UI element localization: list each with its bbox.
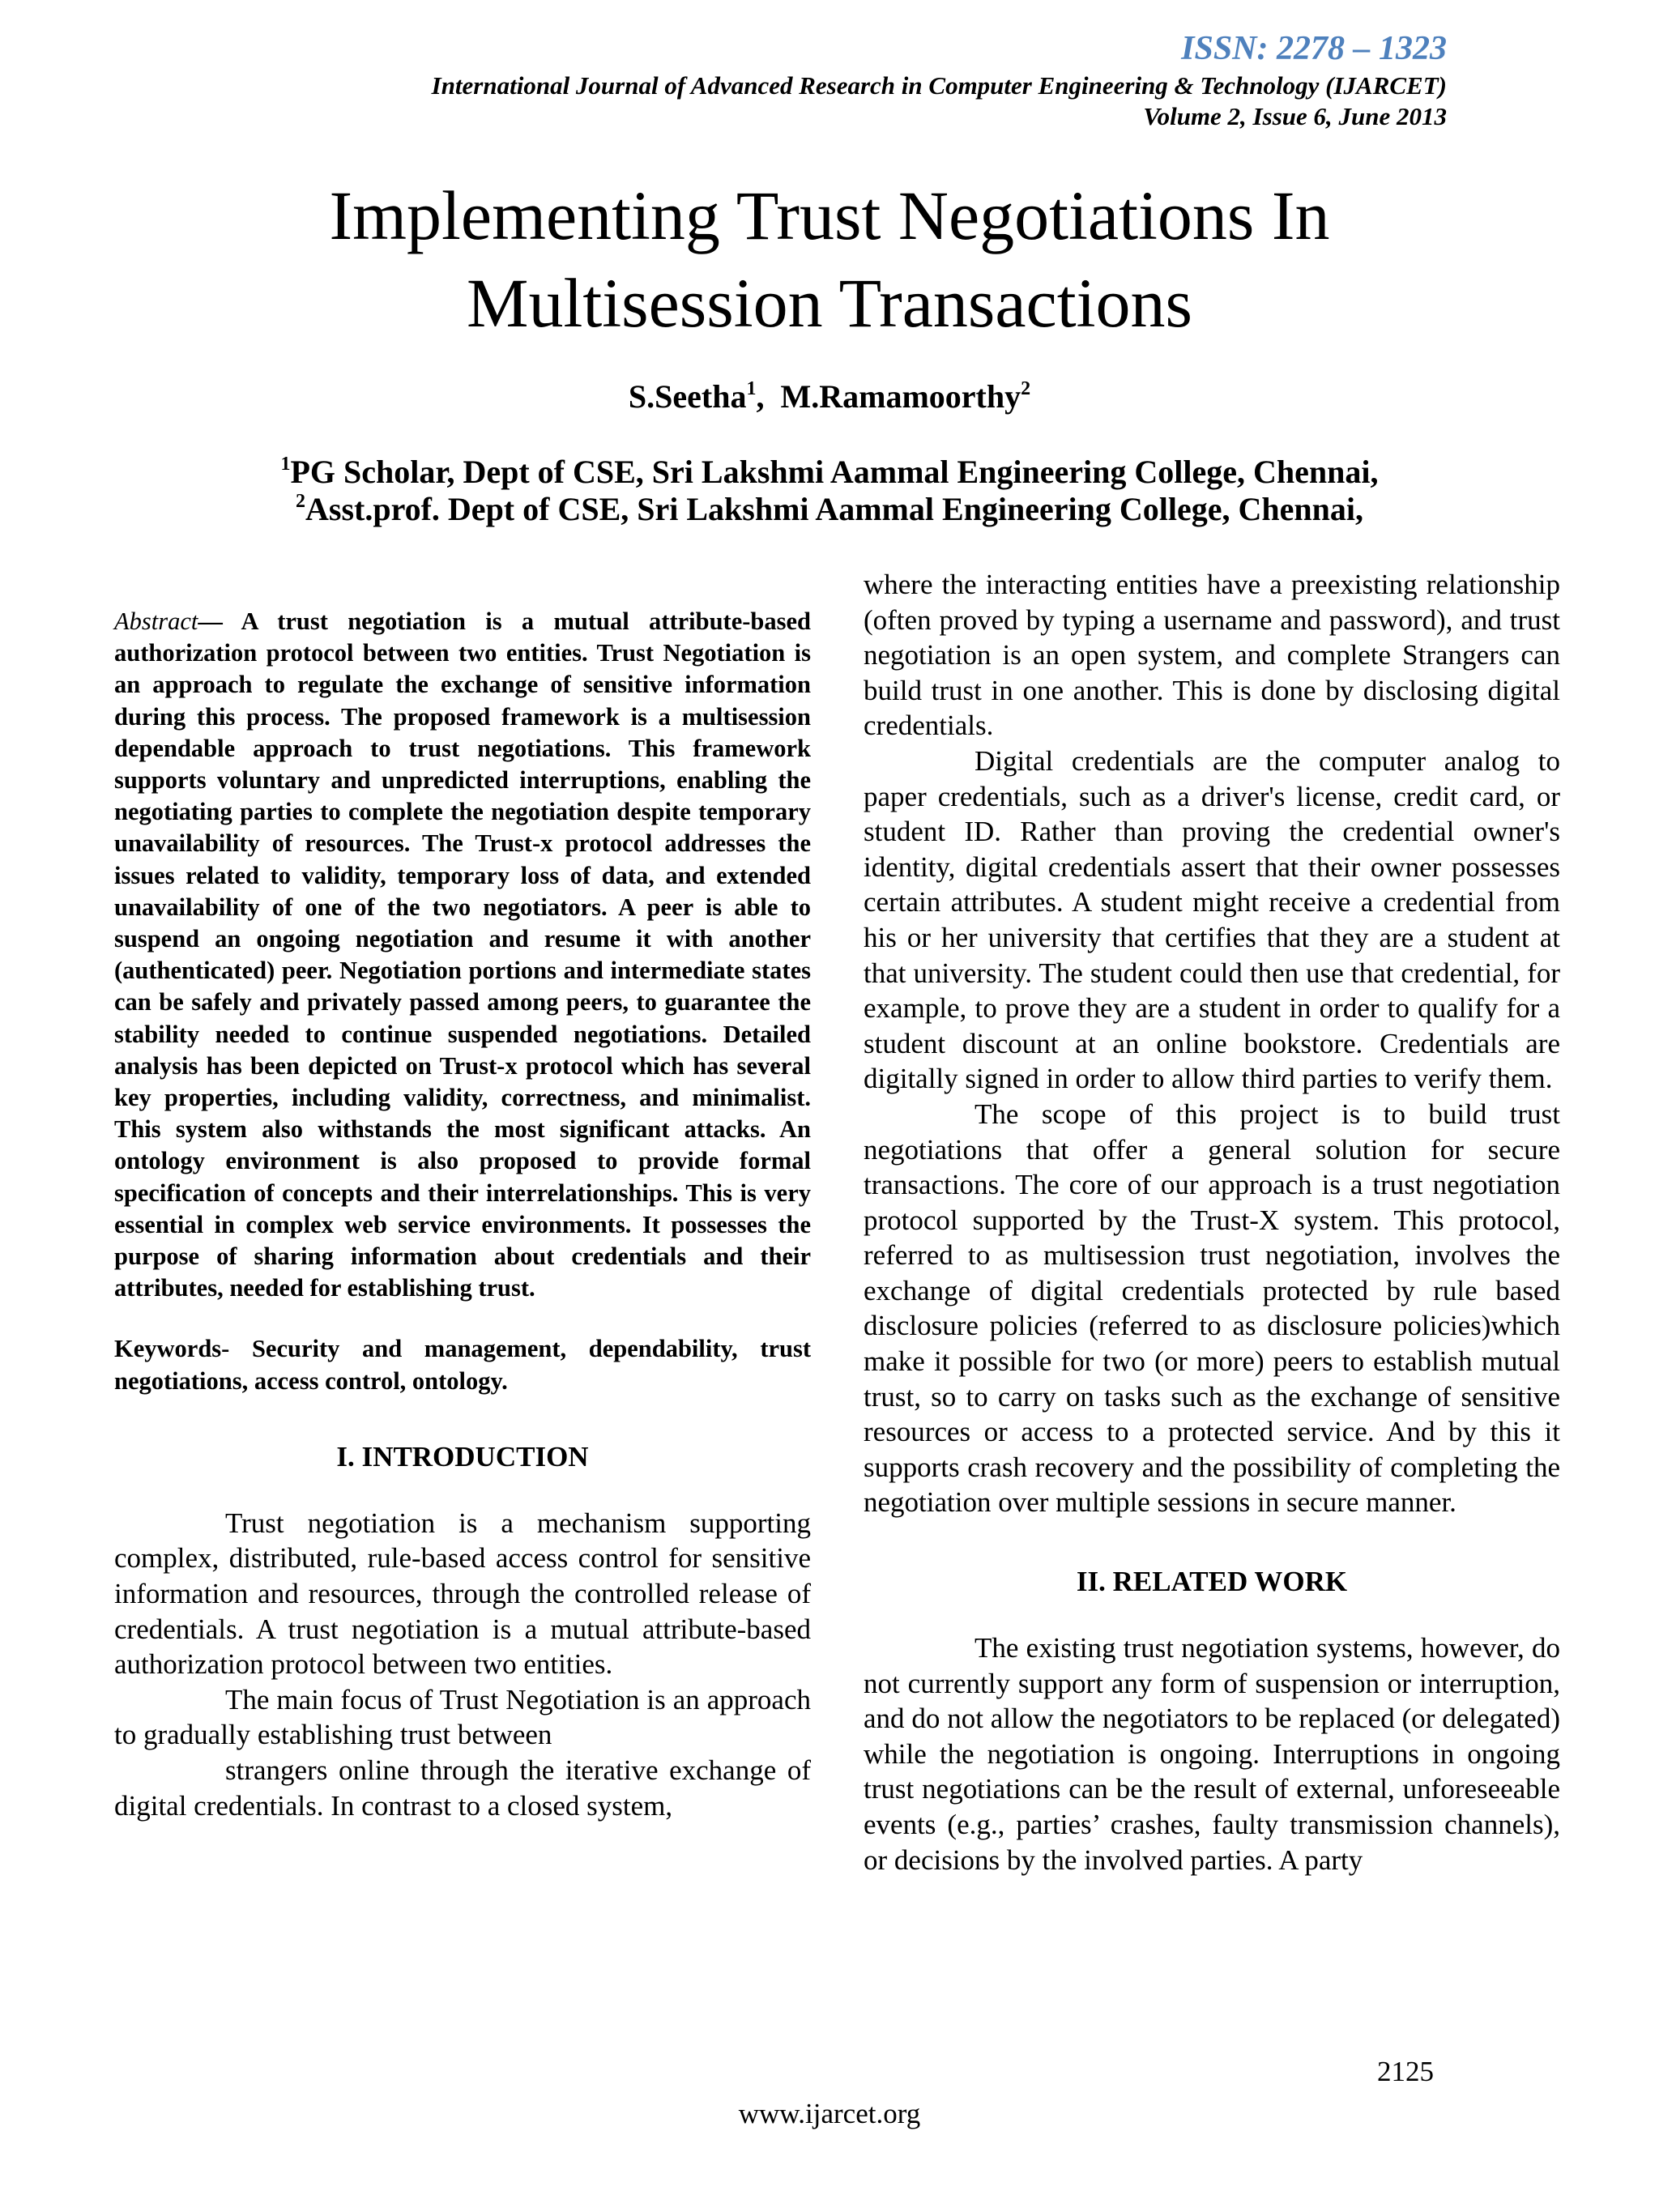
keywords: Keywords- Security and management, dependability, trust negotiations, access control, ontology. xyxy=(114,1335,811,1395)
affiliation-1-mark: 1 xyxy=(280,454,291,475)
author-2: M.Ramamoorthy xyxy=(780,378,1021,415)
abstract-text: A trust negotiation is a mutual attribute-based authorization protocol between two entities. Trust Negotiation is an approach to regulate the exchange of sensitive information during this process. The proposed framework is a multisession dependable approach to trust negotiations. This framework supports voluntary and unpredicted interruptions, enabling the negotiating parties to complete the negotiation despite temporary unavailability of resources. The Trust-x protocol addresses the issues related to validity, temporary loss of data, and extended unavailability of one of the two negotiators. A peer is able to suspend an ongoing negotiation and resume it with another (authenticated) peer. Negotiation portions and intermediate states can be safely and privately passed among peers, to guarantee the stability needed to continue suspended negotiations. Detailed analysis has been depicted on Trust-x protocol which has several key properties, including validity, correctness, and minimalist. This system also withstands the most significant attacks. An ontology environment is also proposed to provide formal specification of concepts and their interrelationships. This is very essential in complex web service environments. It possesses the purpose of sharing information about credentials and their attributes, needed for establishing trust. xyxy=(114,607,811,1302)
right-paragraph-2: Digital credentials are the computer analog to paper credentials, such as a driver's license, credit card, or student ID. Rather than proving the credential owner's identity, digital credentials assert that their owner possesses certain attributes. A student might receive a credential from his or her university that certifies that they are a student at that university. The student could then use that credential, for example, to prove they are a student in order to qualify for a student discount at an online bookstore. Credentials are digitally signed in order to allow third parties to verify them. xyxy=(864,744,1560,1095)
issn-label: ISSN: 2278 – 1323 xyxy=(1181,30,1447,67)
authors xyxy=(0,377,1659,416)
volume-issue: Volume 2, Issue 6, June 2013 xyxy=(1143,102,1447,130)
author-separator: , xyxy=(756,378,781,415)
affiliations xyxy=(0,454,1659,528)
author-1: S.Seetha xyxy=(628,378,747,415)
right-paragraph-3: The scope of this project is to build trust negotiations that offer a general solution for secure transactions. The core of our approach is a trust negotiation protocol supported by the Trust-X system. This protocol, referred to as multisession trust negotiation, involves the exchange of digital credentials protected by rule based disclosure policies (referred to as disclosure policies)which make it possible for two (or more) peers to establish mutual trust, so to carry on tasks such as the exchange of sensitive resources or access to a protected service. And by this it supports crash recovery and the possibility of completing the negotiation over multiple sessions in secure manner. xyxy=(864,1097,1560,1519)
abstract-label: Abstract xyxy=(114,607,198,635)
paper-title xyxy=(162,172,1497,347)
abstract-dash: — xyxy=(198,607,241,635)
introduction-paragraph-3: strangers online through the iterative exchange of digital credentials. In contrast to a closed system, xyxy=(114,1754,811,1822)
footer-url: www.ijarcet.org xyxy=(738,2098,921,2129)
affiliation-2-text: Asst.prof. Dept of CSE, Sri Lakshmi Aammal Engineering College, Chennai, xyxy=(305,491,1363,527)
introduction-heading: I. INTRODUCTION xyxy=(336,1440,589,1473)
page-number: 2125 xyxy=(1377,2056,1434,2087)
related-work-paragraph-1: The existing trust negotiation systems, however, do not currently support any form of suspension or interruption, and do not allow the negotiators to be replaced (or delegated) while the negotiation is ongoing. Interruptions in ongoing trust negotiations can be the result of external, unforeseeable events (e.g., parties’ crashes, faulty transmission channels), or decisions by the involved parties. A party xyxy=(864,1632,1560,1876)
left-column xyxy=(114,606,811,1823)
title-line-1: Implementing Trust Negotiations In xyxy=(329,177,1330,254)
author-2-affiliation-mark: 2 xyxy=(1021,378,1031,400)
journal-name: International Journal of Advanced Research in Computer Engineering & Technology (IJARCET) xyxy=(431,71,1447,100)
affiliation-2 xyxy=(0,491,1659,528)
affiliation-1 xyxy=(0,454,1659,491)
abstract xyxy=(114,606,811,1304)
affiliation-2-mark: 2 xyxy=(295,491,305,513)
author-1-affiliation-mark: 1 xyxy=(746,378,757,400)
title-line-2: Multisession Transactions xyxy=(467,264,1192,342)
related-work-heading: II. RELATED WORK xyxy=(1076,1566,1348,1598)
affiliation-1-text: PG Scholar, Dept of CSE, Sri Lakshmi Aammal Engineering College, Chennai, xyxy=(290,454,1379,490)
right-column xyxy=(864,567,1560,1877)
introduction-paragraph-1: Trust negotiation is a mechanism supporting complex, distributed, rule-based access control for sensitive information and resources, through the controlled release of credentials. A trust negotiation is a mutual attribute-based authorization protocol between two entities. xyxy=(114,1507,811,1681)
right-paragraph-1: where the interacting entities have a preexisting relationship (often proved by typing a username and password), and trust negotiation is an open system, and complete Strangers can build trust in one another. This is done by disclosing digital credentials. xyxy=(864,569,1560,742)
introduction-paragraph-2: The main focus of Trust Negotiation is an approach to gradually establishing trust between xyxy=(114,1683,811,1751)
